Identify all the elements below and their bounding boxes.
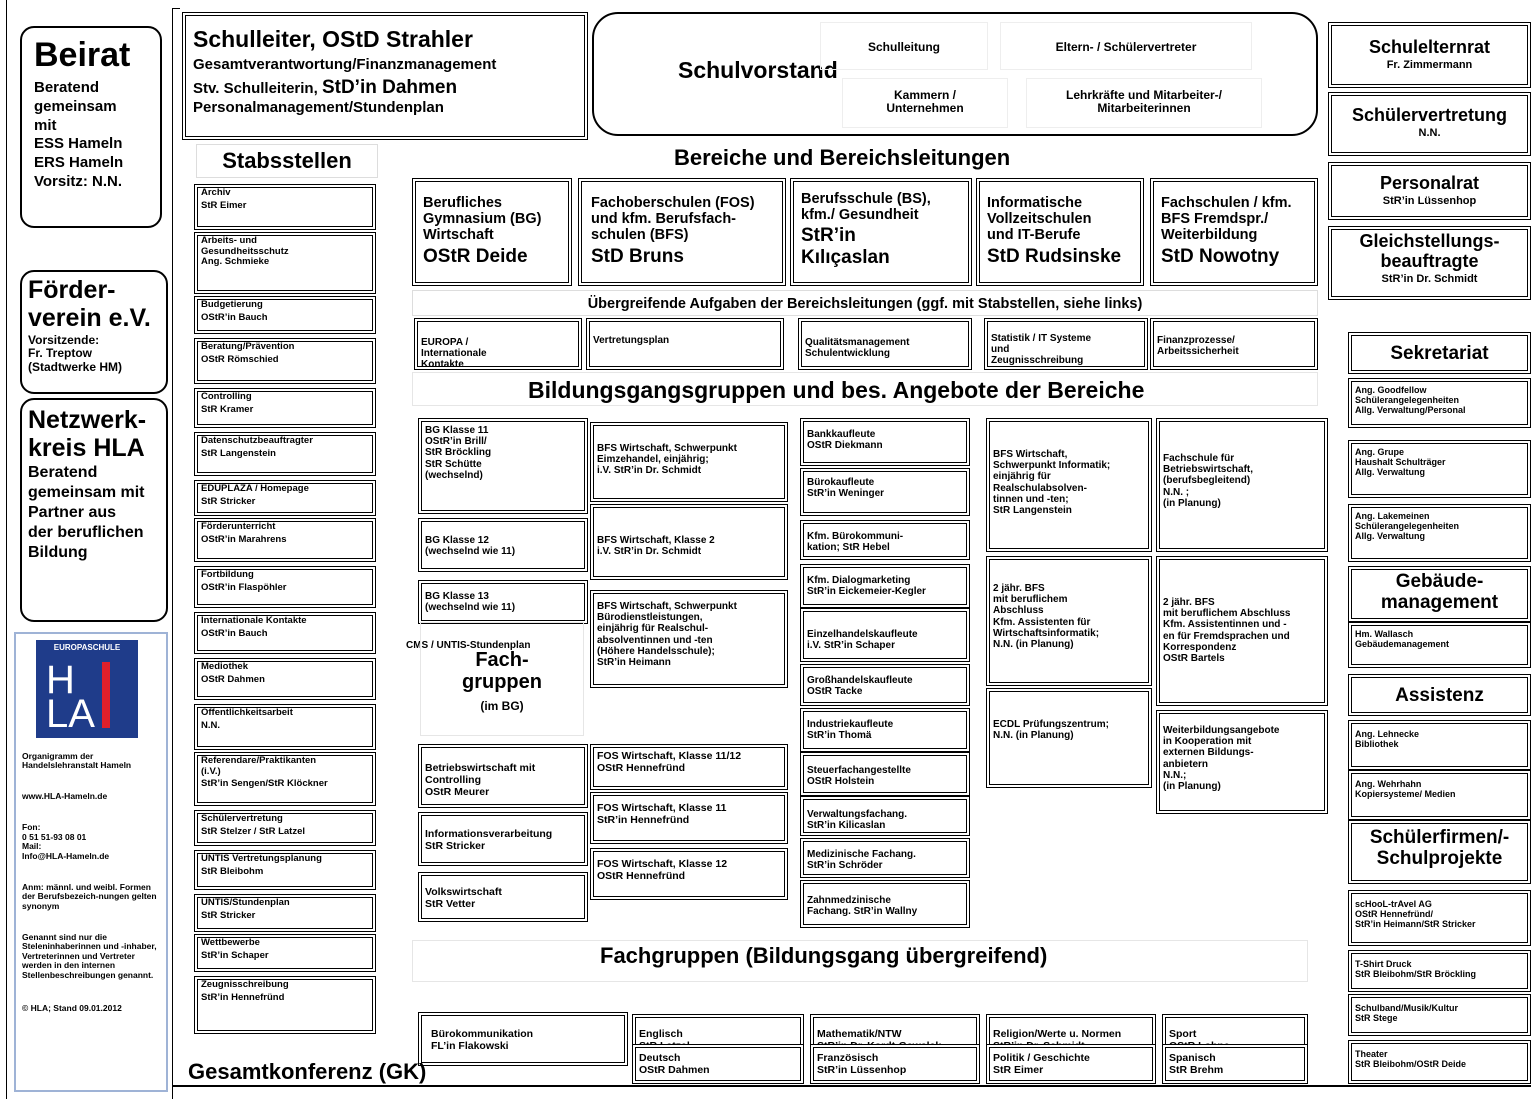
bereich-leader: StD Bruns [591,245,684,267]
logo-europaschule: EUROPASCHULE [53,643,121,652]
foerderverein-line: (Stadtwerke HM) [28,359,123,374]
bereich-name: Fachoberschulen (FOS) und kfm. Berufsfach- schulen (BFS) [591,195,755,244]
stabsstelle-title: Internationale Kontakte [201,615,307,626]
sekretariat-item: Ang. Goodfellow Schülerangelegenheiten Allg. Verwaltung/Personal [1348,378,1531,428]
schuelervertretung-sub: N.N. [1418,127,1441,140]
netzwerk-line: Beratend [28,464,98,481]
info-org: Organigramm der Handelslehranstalt Hameln [22,750,132,771]
beirat-line: Beratend [34,79,100,97]
stabsstelle-item [194,432,376,476]
stabsstelle-item [194,850,376,890]
netzwerk-line: gemeinsam mit [28,483,145,501]
netzwerk-title: kreis HLA [28,434,145,462]
fachgruppe-item: Religion/Werte u. Normen [986,1014,1156,1064]
fachgruppe-item: Französisch StR’in Lüssenhop [810,1044,980,1084]
stabsstelle-title: Budgetierung [201,299,263,310]
bereich-name: Informatische Vollzeitschulen und IT-Berufe [987,195,1092,244]
stabsstelle-item [194,338,376,384]
beirat-line: gemeinsam [34,97,117,115]
stv-label: Stv. Schulleiterin, [193,79,318,97]
stabsstelle-title: Datenschutzbeauftragter [201,435,313,446]
gesamtkonferenz: Gesamtkonferenz (GK) [188,1059,427,1084]
schulvorstand-title: Schulvorstand [678,57,838,83]
ausbildungsberuf-box: Kfm. Bürokommuni- kation; StR Hebel [800,520,970,560]
foerderverein-box [20,270,168,394]
sekretariat-item: Ang. Grupe Haushalt Schulträger Allg. Verwaltung [1348,440,1531,498]
ausbildungsberuf-box: Einzelhandelskaufleute i.V. StR’in Schaper [800,608,970,662]
info-copyright: © HLA; Stand 09.01.2012 [22,1002,122,1013]
stabsstelle-title: Schülervertretung [201,813,283,824]
logo-la: LA [46,692,95,736]
stabsstelle-person: N.N. [201,719,220,731]
assistenz-item: Ang. Lehnecke Bibliothek [1348,720,1531,770]
bereiche-title: Bereiche und Bereichsleitungen [674,145,1011,170]
bereich-leader: StD Nowotny [1161,245,1280,267]
bereich-fs [1150,178,1318,286]
bereich-leader: OStR Deide [423,245,528,267]
fachschule-box: 2 jähr. BFS mit beruflichem Abschluss Kfm. Assistentinnen und - en für Fremdsprachen und Korrespondenz OStR Bartels [1156,556,1328,706]
fachgruppe-item: Spanisch StR Brehm [1162,1044,1308,1084]
stabsstelle-person: StR’in Hennefründ [201,991,285,1003]
sv-lehrkraefte: Lehrkräfte und Mitarbeiter-/ Mitarbeiterinnen [1026,78,1262,128]
bg-klasse-box: BG Klasse 11 OStR’in Brill/ StR Bröckling StR Schütte (wechselnd) [418,418,588,514]
hla-logo [36,640,138,738]
fachgruppe-bg-box: Betriebswirtschaft mit Controlling OStR Meurer [418,744,588,808]
ausbildungsberuf-box: Bankkaufleute OStR Diekmann [800,418,970,466]
gleichstellung-box [1328,226,1531,300]
ausbildungsberuf-box: Steuerfachangestellte OStR Holstein [800,752,970,796]
stabsstelle-person: StR Bleibohm [201,865,264,877]
ausbildungsberuf-box: Industriekaufleute StR’in Thomä [800,708,970,752]
info-contact: Fon: 0 51 51-93 08 01 Mail: Info@HLA-Hameln.de [22,822,110,861]
bereich-leader: StD Rudsinske [987,245,1122,267]
gebaeude-item: Hm. Wallasch Gebäudemanagement [1348,622,1531,668]
fachschule-box: Fachschule für Betriebswirtschaft, (berufsbegleitend) N.N. ; (in Planung) [1156,418,1328,552]
stabsstelle-person: StR Kramer [201,403,254,415]
stabsstelle-item [194,232,376,294]
schuelervertretung-box [1328,92,1531,156]
stabsstelle-person: StR Stelzer / StR Latzel [201,825,305,837]
stabsstelle-title: Wettbewerbe [201,937,260,948]
stabsstellen-title: Stabsstellen [196,144,378,178]
stabsstelle-item [194,184,376,230]
gleichstellung-sub: StR’in Dr. Schmidt [1381,273,1478,286]
sekretariat-item: Ang. Lakemeinen Schülerangelegenheiten Allg. Verwaltung [1348,504,1531,562]
stabsstelle-title: Förderunterricht [201,521,276,532]
bereich-bs [790,178,972,286]
ausbildungsberuf-box: Zahnmedzinische Fachang. StR’in Wallny [800,880,970,928]
bereich-name: Berufliches Gymnasium (BG) Wirtschaft [423,195,542,244]
netzwerk-line: der beruflichen [28,523,144,541]
stabsstelle-item [194,976,376,1034]
fos-box: FOS Wirtschaft, Klasse 11 StR’in Hennefründ [590,792,788,844]
beirat-line: ESS Hameln [34,135,123,153]
schuelervertretung-title: Schülervertretung [1351,105,1508,125]
fach-im-bg-title: gruppen [462,671,542,694]
netzwerk-box [20,398,168,622]
netzwerk-line: Partner aus [28,503,117,521]
stv-role: Personalmanagement/Stundenplan [193,98,444,116]
stabsstelle-person: OStR’in Marahrens [201,533,287,545]
assistenz-header: Assistenz [1348,674,1531,716]
stabsstelle-title: EDUPLAZA / Homepage [201,483,309,494]
stabsstelle-person: StR Stricker [201,909,256,921]
fachschule-box: Weiterbildungsangebote in Kooperation mit externen Bildungs- anbietern N.N.; (in Planung) [1156,710,1328,814]
gebaeude-header: Gebäude- management [1348,566,1531,622]
uebergreifend-europa: EUROPA / Internationale Kontakte [414,318,582,370]
fachgruppe-item: Mathematik/NTW [810,1014,980,1064]
schulleiter-box [182,12,588,140]
bereich-name: Fachschulen / kfm. BFS Fremdspr./ Weiterbildung [1161,195,1292,244]
uebergreifend-qm: Qualitätsmanagement Schulentwicklung [798,318,972,370]
fachgruppe-item: Deutsch OStR Dahmen [632,1044,804,1084]
cms-label: CMS / UNTIS-Stundenplan [406,640,531,651]
fachgruppe-item: Englisch [632,1014,804,1064]
foerderverein-line: Fr. Treptow [28,346,93,361]
schulelternrat-sub: Fr. Zimmermann [1386,59,1473,72]
stabsstelle-title: Referendare/Praktikanten (i.V.) [201,755,317,777]
stabsstelle-title: Controlling [201,391,252,402]
stabsstelle-title: Fortbildung [201,569,254,580]
ausbildungsberuf-box: Kfm. Dialogmarketing StR’in Eickemeier-Kegler [800,564,970,608]
netzwerk-line: Bildung [28,543,88,561]
beirat-line: ERS Hameln [34,154,124,172]
stabsstelle-title: Zeugnisschreibung [201,979,289,990]
stabsstelle-item [194,566,376,608]
schuelerfirma-item: T-Shirt Druck StR Bleibohm/StR Bröckling [1348,950,1531,992]
schuelerfirma-item: scHooL-trAvel AG OStR Hennefründ/ StR’in Heimann/StR Stricker [1348,890,1531,946]
beirat-line: mit [34,116,57,134]
info-note2: Genannt sind nur die Steleninhaberinnen und -inhaber, Vertreterinnen und Vertreter werden in den internen Stellenbeschreibungen genannt. [22,931,157,980]
ausbildungsberuf-box: Verwaltungsfachang. StR’in Kilicaslan [800,796,970,836]
fachgruppe-item: Bürokommunikation FL’in Flakowski [418,1012,628,1066]
schulleiter-name: Schulleiter, OStD Strahler [193,26,473,52]
ausbildungsberuf-box: Medizinische Fachang. StR’in Schröder [800,838,970,878]
stabsstelle-title: Beratung/Prävention [201,341,295,352]
fach-im-bg-title: Fach- [475,649,529,671]
schulleiter-role: Gesamtverantwortung/Finanzmanagement [193,55,497,73]
netzwerk-title: Netzwerk- [28,406,147,434]
stabsstelle-item [194,934,376,972]
stabsstelle-person: StR Stricker [201,495,256,507]
foerderverein-title: Förder- [28,276,116,304]
fachgruppen-title: Fachgruppen (Bildungsgang übergreifend) [600,943,1048,968]
sv-schulleitung: Schulleitung [820,22,988,70]
stabsstelle-title: Archiv [201,187,231,198]
fachgruppe-item: Politik / Geschichte StR Eimer [986,1044,1156,1084]
schuelerfirma-item: Schulband/Musik/Kultur StR Stege [1348,994,1531,1036]
schulelternrat-box [1328,22,1531,88]
informatik-box: ECDL Prüfungszentrum; N.N. (in Planung) [986,688,1152,788]
personalrat-box [1328,162,1531,220]
stabsstelle-item [194,704,376,750]
sv-eltern: Eltern- / Schülervertreter [1000,22,1252,70]
personalrat-title: Personalrat [1379,173,1480,193]
fachgruppe-bg-box: Volkswirtschaft StR Vetter [418,872,588,922]
bereich-it [976,178,1144,286]
stabsstelle-item [194,810,376,846]
bg-klasse-box: BG Klasse 12 (wechselnd wie 11) [418,518,588,572]
personalrat-sub: StR’in Lüssenhop [1382,195,1477,208]
bereich-bg [412,178,572,286]
bfs-box: BFS Wirtschaft, Klasse 2 i.V. StR’in Dr. Schmidt [590,504,788,580]
assistenz-item: Ang. Wehrhahn Kopiersysteme/ Medien [1348,770,1531,820]
bereich-leader: StR’in Kılıçaslan [801,225,890,268]
uebergreifend-statistik: Statistik / IT Systeme und Zeugnisschreibung [984,318,1148,370]
firmen-header: Schülerfirmen/- Schulprojekte [1348,820,1531,884]
bereich-fos [578,178,786,286]
logo-h: H [46,658,75,702]
stabsstelle-title: UNTIS/Stundenplan [201,897,290,908]
fachgruppe-item: Sport [1162,1014,1308,1064]
foerderverein-title: verein e.V. [28,304,151,332]
stabsstelle-item [194,658,376,700]
fachgruppe-bg-box: Informationsverarbeitung StR Stricker [418,812,588,866]
uebergreifend-vertretungsplan: Vertretungsplan [586,318,784,370]
bildung-title-box [412,372,1318,406]
sekretariat-header: Sekretariat [1348,332,1531,374]
sv-kammern: Kammern / Unternehmen [842,78,1008,128]
logo-red-bar [102,662,110,728]
stabsstelle-item [194,518,376,562]
informatik-box: 2 jähr. BFS mit beruflichem Abschluss Kfm. Assistenten für Wirtschaftsinformatik; N.N. (in Planung) [986,556,1152,686]
stabsstelle-title: Arbeits- und Gesundheitsschutz Ang. Schmieke [201,235,289,268]
stv-name: StD’in Dahmen [321,76,458,98]
stabsstelle-person: StR’in Sengen/StR Klöckner [201,778,328,790]
stabsstelle-item [194,894,376,932]
schulelternrat-title: Schulelternrat [1368,37,1491,57]
stabsstelle-title: UNTIS Vertretungsplanung [201,853,322,864]
ausbildungsberuf-box: Bürokaufleute StR’in Weninger [800,468,970,516]
bg-klasse-box: BG Klasse 13 (wechselnd wie 11) [418,580,588,624]
bfs-box: BFS Wirtschaft, Schwerpunkt Bürodienstleistungen, einjährig für Realschul- absolventinnen und -ten (Höhere Handelsschule); StR’in Heimann [590,590,788,688]
ausbildungsberuf-box: Großhandelskaufleute OStR Tacke [800,664,970,706]
stabsstelle-person: StR Eimer [201,199,247,211]
bildung-title: Bildungsgangsgruppen und bes. Angebote der Bereiche [528,377,1145,403]
fachgruppen-bg-box [420,622,584,736]
fach-im-bg-sub: (im BG) [480,698,524,713]
uebergreifend-finanz: Finanzprozesse/ Arbeitssicherheit [1150,318,1318,370]
stabsstelle-person: StR’in Schaper [201,949,269,961]
bereich-name: Berufsschule (BS), kfm./ Gesundheit [801,191,931,224]
schuelerfirma-item: Theater StR Bleibohm/OStR Deide [1348,1040,1531,1084]
bfs-box: BFS Wirtschaft, Schwerpunkt Eimzehandel, einjährig; i.V. StR’in Dr. Schmidt [590,422,788,502]
stabsstelle-person: OStR’in Bauch [201,627,268,639]
uebergreifend-title: Übergreifende Aufgaben der Bereichsleitungen (ggf. mit Stabstellen, siehe links) [412,290,1318,316]
stabsstelle-item [194,480,376,516]
fos-box: FOS Wirtschaft, Klasse 12 OStR Hennefründ [590,848,788,900]
beirat-box [20,26,162,228]
beirat-title: Beirat [34,36,131,74]
stabsstelle-person: OStR Römschied [201,353,279,365]
beirat-line: Vorsitz: N.N. [34,173,123,191]
stabsstelle-item [194,388,376,428]
stabsstelle-person: OStR’in Bauch [201,311,268,323]
gleichstellung-title: Gleichstellungs- beauftragte [1359,231,1500,272]
stabsstelle-person: OStR Dahmen [201,673,265,685]
stabsstelle-item [194,752,376,806]
fos-box: FOS Wirtschaft, Klasse 11/12 OStR Hennefründ [590,744,788,790]
foerderverein-line: Vorsitzende: [28,333,100,347]
informatik-box: BFS Wirtschaft, Schwerpunkt Informatik; einjährig für Realschulabsolven- tinnen und -ten; StR Langenstein [986,418,1152,552]
info-web: www.HLA-Hameln.de [22,791,108,802]
stabsstelle-person: OStR’in Flaspöhler [201,581,287,593]
stabsstelle-title: Mediothek [201,661,248,672]
info-note: Anm: männl. und weibl. Formen der Berufsbezeich-nungen gelten synonym [22,881,157,911]
stabsstelle-item [194,612,376,654]
stabsstelle-title: Öffentlichkeitsarbeit [201,707,293,718]
stabsstelle-item [194,296,376,334]
stabsstelle-person: StR Langenstein [201,447,276,459]
